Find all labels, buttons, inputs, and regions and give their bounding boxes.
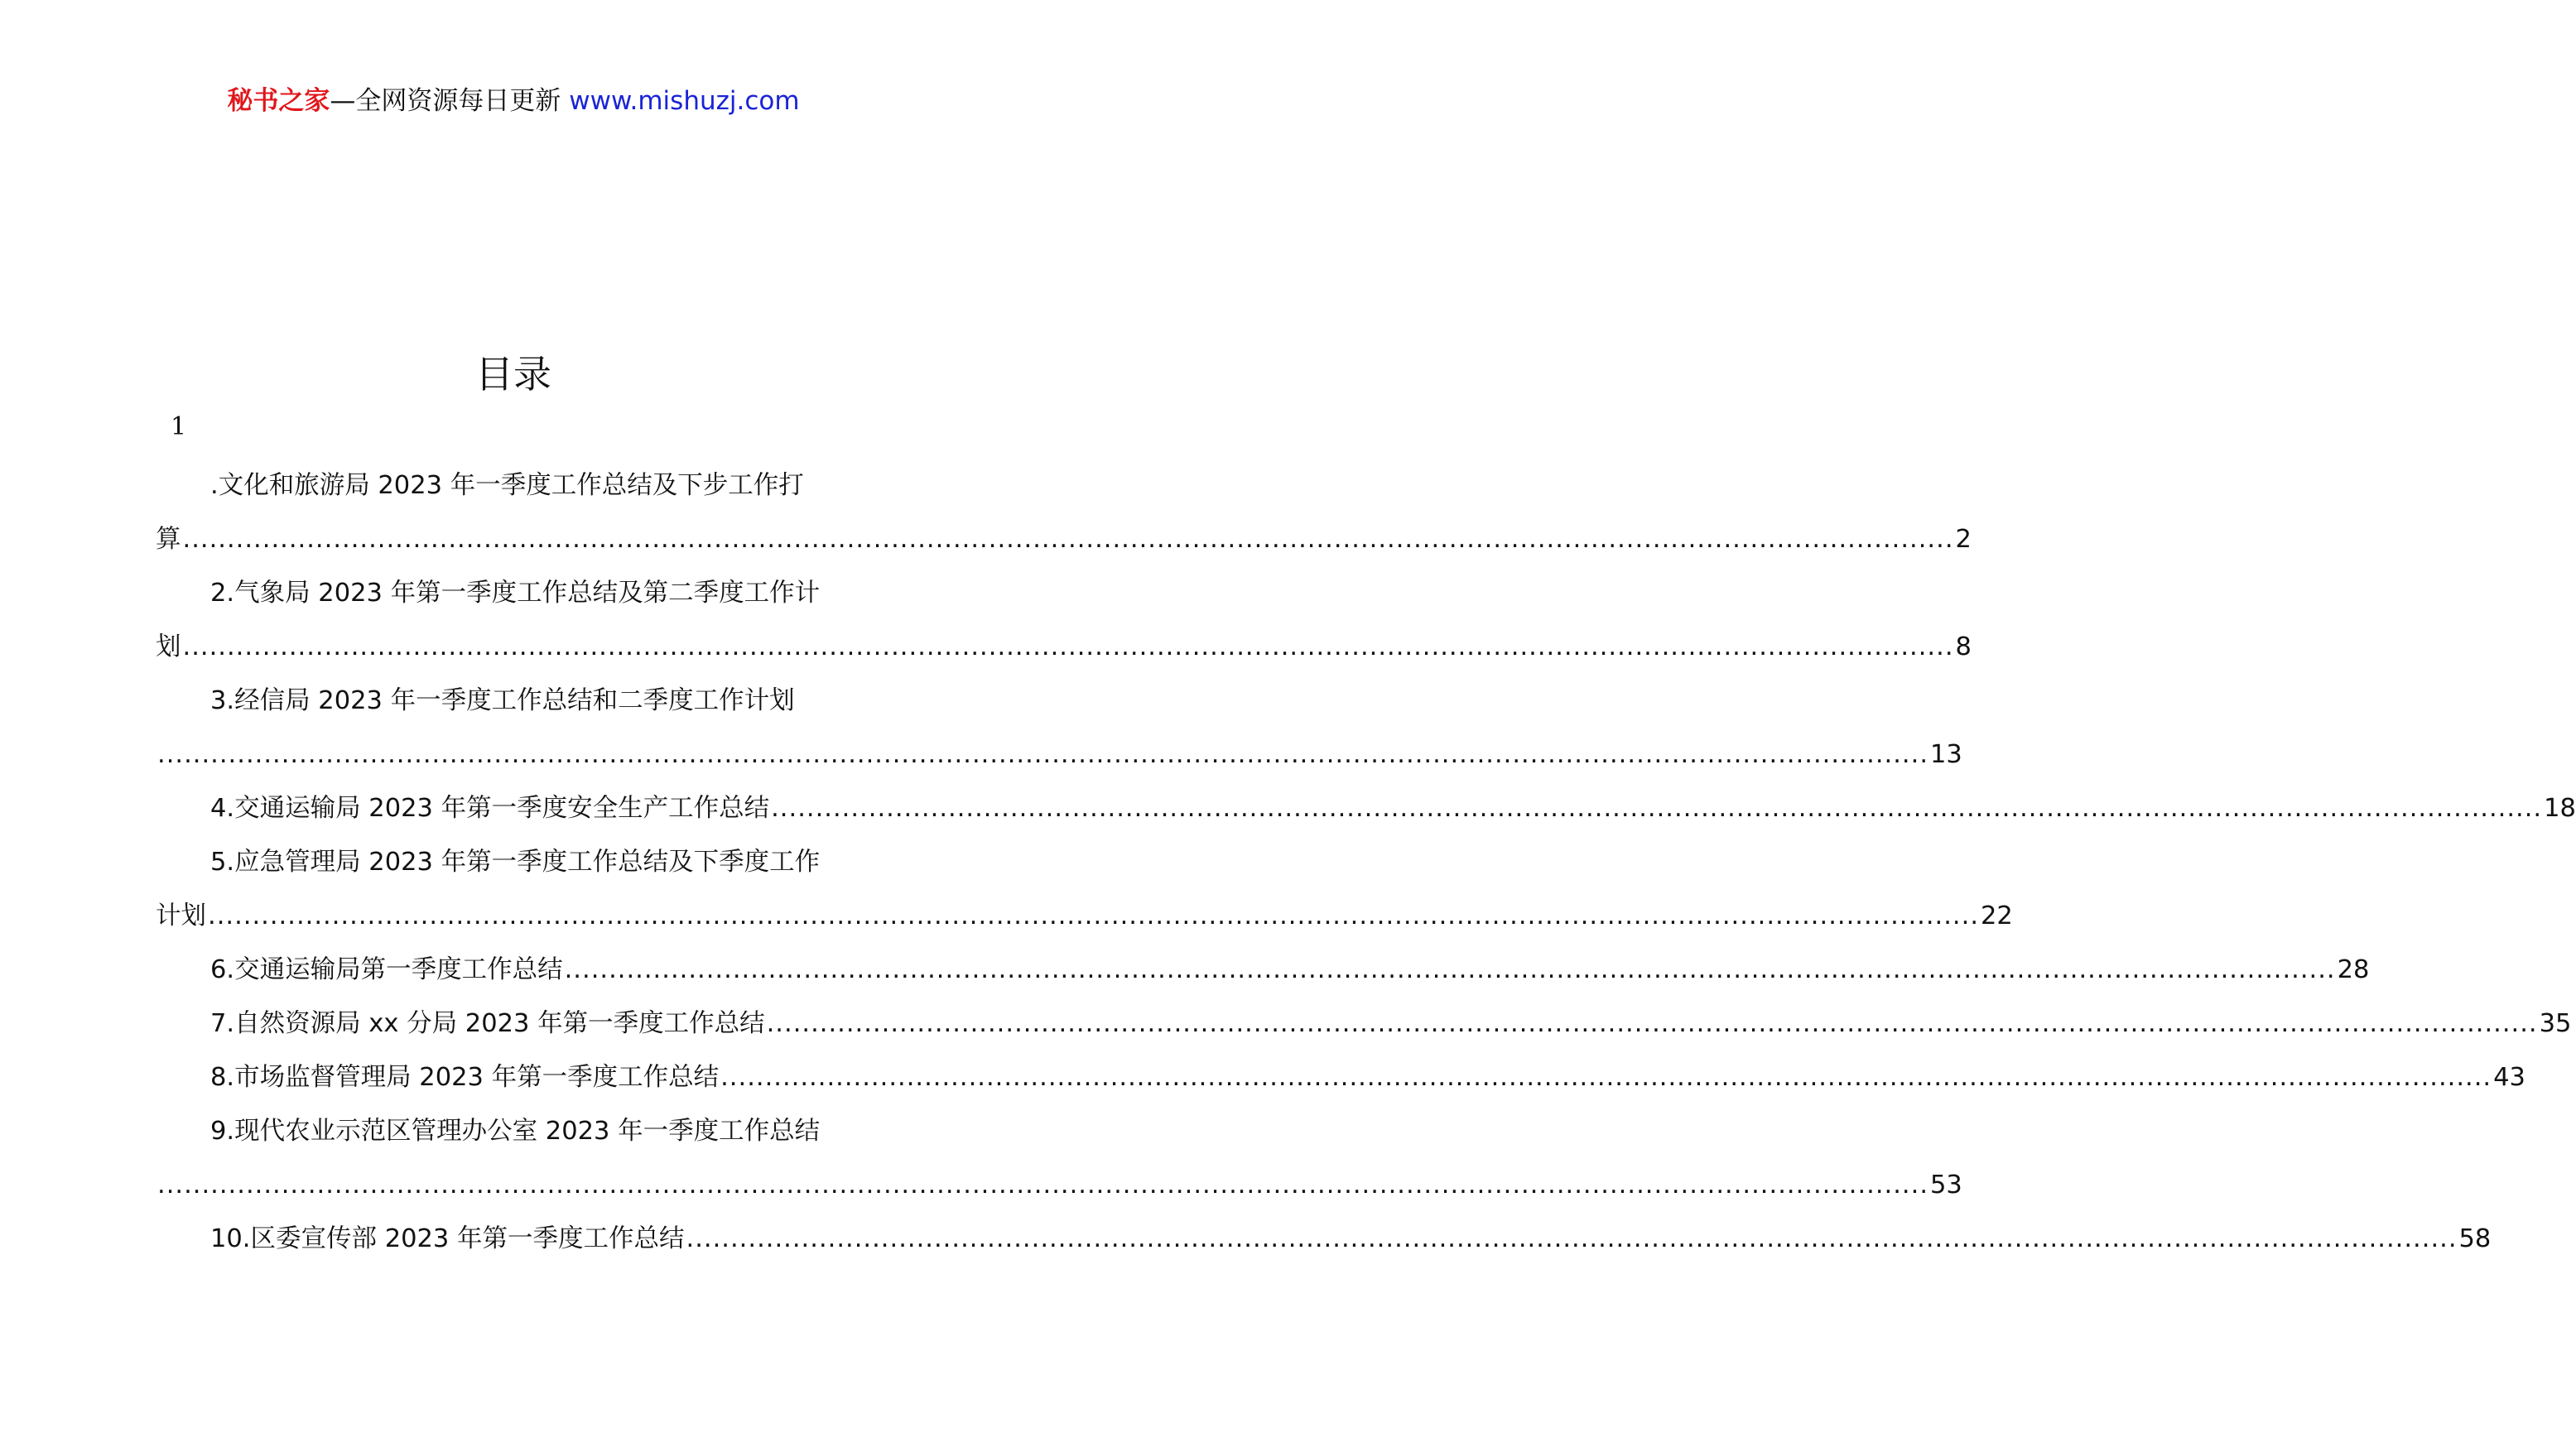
toc-page-number: 28 [2337,955,2370,984]
toc-page-number: 8 [1955,632,1972,661]
toc-entry-5[interactable] [156,835,869,889]
toc-entry-3[interactable] [156,674,869,728]
toc-leader-dots: ........................................................................................................................................................................................................ [157,1171,1929,1200]
brand-name: 秘书之家 [227,86,330,116]
toc-leader-dots: ........................................................................................................................................................................................................ [771,794,2543,823]
toc-entry-text: 4.交通运输局 2023 年第一季度安全生产工作总结 [210,794,770,823]
site-url-link[interactable]: www.mishuzj.com [569,86,800,116]
toc-entry-2-continuation[interactable] [156,620,1972,674]
site-header [0,83,1027,119]
page-title: 目录 [475,352,551,397]
toc-entry-text: .文化和旅游局 2023 年一季度工作总结及下步工作打 [210,471,804,500]
toc-leader-dots: ........................................................................................................................................................................................................ [182,632,1954,661]
toc-entry-text: 2.气象局 2023 年第一季度工作总结及第二季度工作计 [210,579,821,608]
toc-entry-2[interactable] [156,566,869,620]
toc-entry-9[interactable] [156,1104,869,1158]
toc-entry-6[interactable] [156,943,2370,997]
toc-entry-text: 9.现代农业示范区管理办公室 2023 年一季度工作总结 [210,1117,821,1146]
toc-page-number: 13 [1930,740,1962,769]
toc-entry-1-continuation[interactable] [156,512,1972,566]
slogan: —全网资源每日更新 [330,86,561,116]
toc-entry-5-continuation[interactable] [156,889,2013,943]
toc-page-number: 2 [1955,525,1972,554]
toc-leader-dots: ........................................................................................................................................................................................................ [208,901,1980,930]
toc-leader-dots: ........................................................................................................................................................................................................ [157,740,1929,769]
toc-entry-text: 3.经信局 2023 年一季度工作总结和二季度工作计划 [210,686,795,715]
toc-entry-text: 8.市场监督管理局 2023 年第一季度工作总结 [210,1063,720,1092]
toc-leader-dots: ........................................................................................................................................................................................................ [720,1063,2492,1092]
toc-page-number: 22 [1981,901,2013,930]
toc-page-number: 58 [2458,1224,2492,1253]
toc-page-number: 18 [2544,794,2576,823]
toc-entry-text: 5.应急管理局 2023 年第一季度工作总结及下季度工作 [210,848,821,877]
toc-entry-7[interactable] [156,997,2572,1051]
toc-entry-8[interactable] [156,1051,2525,1104]
toc-entry-text: 7.自然资源局 xx 分局 2023 年第一季度工作总结 [210,1009,765,1038]
toc-page-number: 35 [2539,1009,2572,1038]
toc-entry-text: 10.区委宣传部 2023 年第一季度工作总结 [210,1224,685,1253]
toc-entry-3-continuation[interactable] [156,728,1962,781]
toc-leader-dots: ........................................................................................................................................................................................................ [182,525,1954,554]
toc-entry-text: 6.交通运输局第一季度工作总结 [210,955,563,984]
toc-entry-10[interactable] [156,1212,2492,1266]
table-of-contents [156,459,2576,1266]
toc-entry-1[interactable] [156,459,869,512]
toc-page-number: 43 [2493,1063,2525,1092]
stray-number: 1 [171,412,187,441]
toc-entry-4[interactable] [156,781,2576,835]
toc-leader-dots: ........................................................................................................................................................................................................ [766,1009,2538,1038]
toc-page-number: 53 [1930,1171,1962,1200]
toc-leader-dots: ........................................................................................................................................................................................................ [564,955,2336,984]
toc-entry-text: 计划 [156,901,206,930]
toc-entry-text: 划 [156,632,181,661]
toc-leader-dots: ........................................................................................................................................................................................................ [686,1224,2458,1253]
toc-entry-9-continuation[interactable] [156,1158,1962,1212]
toc-entry-text: 算 [156,525,181,554]
